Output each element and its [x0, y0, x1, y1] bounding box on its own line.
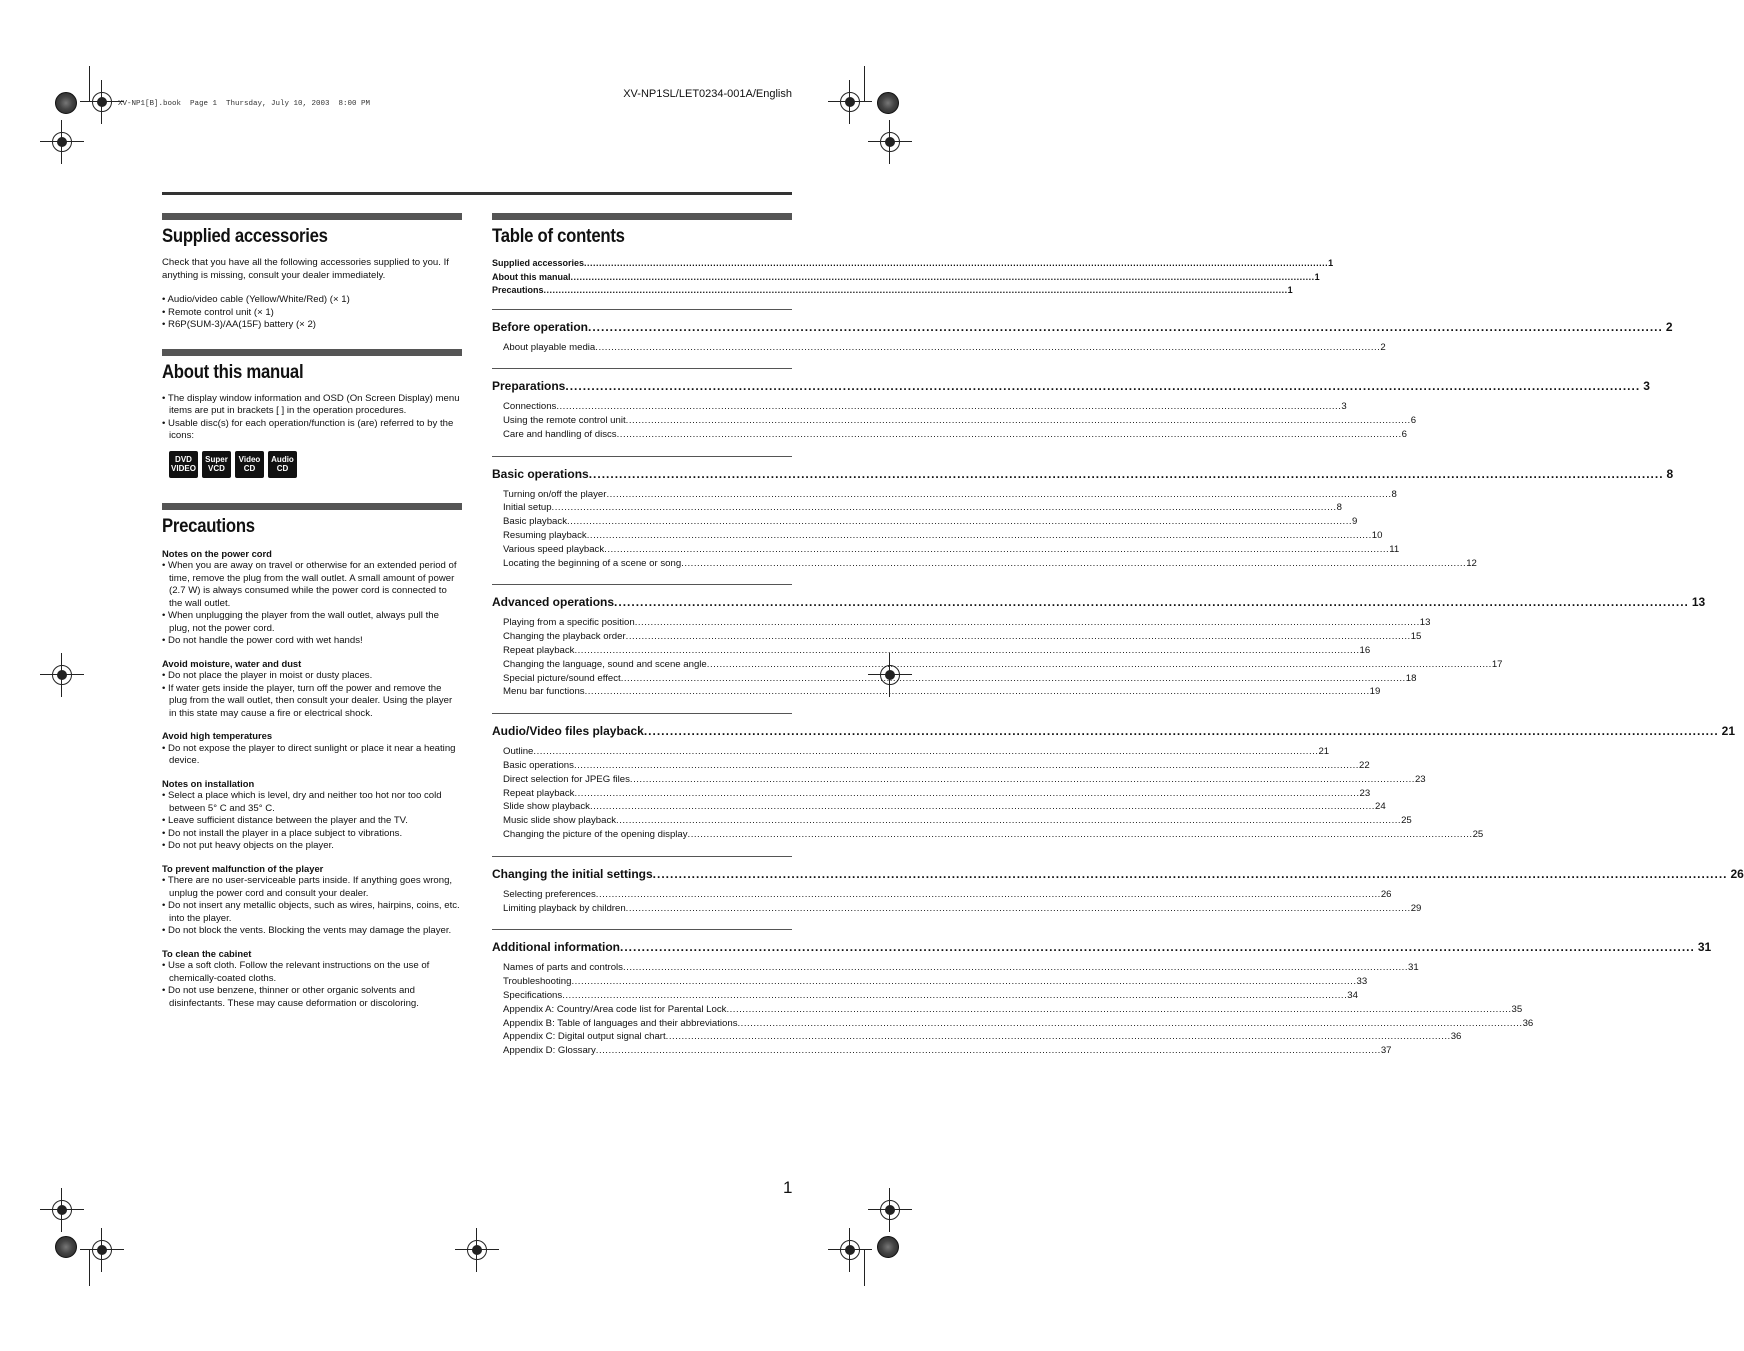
print-color-dot	[55, 1236, 77, 1258]
toc-entry[interactable]: Locating the beginning of a scene or song ..... 12	[492, 557, 792, 571]
registration-mark	[40, 120, 84, 164]
toc-entry[interactable]: Specifications ..... 34	[492, 989, 792, 1003]
table-of-contents	[492, 213, 1744, 1058]
toc-section-heading[interactable]: Before operation ..... 2	[492, 319, 792, 335]
list-item: • Remote control unit (× 1)	[162, 307, 462, 320]
toc-entry[interactable]: Appendix C: Digital output signal chart ..... 36	[492, 1030, 792, 1044]
toc-group-advanced-operations	[492, 584, 1706, 699]
toc-entry[interactable]: Supplied accessories ..... 1	[492, 257, 792, 271]
toc-entry[interactable]: Resuming playback ..... 10	[492, 529, 792, 543]
toc-entry[interactable]: Playing from a specific position ..... 13	[492, 616, 792, 630]
left-column	[162, 213, 462, 1010]
page-number: 1	[783, 1178, 793, 1197]
print-color-dot	[55, 92, 77, 114]
list-item: • When you are away on travel or otherwise for an extended period of time, remove the plug from the wall outlet. A small amount of power (2.7 W) is always consumed while the power cord is connected to the wall outlet.	[162, 560, 462, 610]
toc-entry[interactable]: Troubleshooting ..... 33	[492, 975, 792, 989]
registration-mark	[80, 1228, 124, 1272]
list-item: • R6P(SUM-3)/AA(15F) battery (× 2)	[162, 319, 462, 332]
toc-entry[interactable]: Changing the playback order ..... 15	[492, 630, 792, 644]
toc-group-basic-operations	[492, 456, 1674, 571]
book-info-line: XV-NP1[B].book Page 1 Thursday, July 10, 2003 8:00 PM	[118, 100, 371, 108]
print-color-dot	[877, 92, 899, 114]
video-cd-icon: Video CD	[235, 451, 264, 478]
trim-mark	[89, 1250, 90, 1286]
toc-entry[interactable]: Repeat playback ..... 16	[492, 644, 792, 658]
toc-entry[interactable]: Precautions ..... 1	[492, 284, 792, 298]
list-item: • Do not install the player in a place subject to vibrations.	[162, 828, 462, 841]
subheading: To clean the cabinet	[162, 947, 252, 959]
toc-entry[interactable]: Names of parts and controls ..... 31	[492, 961, 792, 975]
registration-mark	[868, 1188, 912, 1232]
toc-group-additional-information	[492, 929, 1712, 1058]
toc-top-entries	[492, 257, 1334, 298]
registration-mark	[828, 1228, 872, 1272]
toc-group-initial-settings	[492, 856, 1744, 916]
toc-entry[interactable]: Connections ..... 3	[492, 400, 792, 414]
toc-section-heading[interactable]: Changing the initial settings ..... 26	[492, 866, 792, 882]
trim-mark	[864, 1250, 865, 1286]
document-id: XV-NP1SL/LET0234-001A/English	[623, 88, 792, 100]
toc-entry[interactable]: Special picture/sound effect ..... 18	[492, 672, 792, 686]
registration-mark	[40, 653, 84, 697]
toc-section-heading[interactable]: Basic operations ..... 8	[492, 466, 792, 482]
toc-group-before-operation	[492, 309, 1673, 355]
section-title: Supplied accessories	[162, 226, 328, 247]
toc-entry[interactable]: Various speed playback ..... 11	[492, 543, 792, 557]
section-title: About this manual	[162, 361, 304, 383]
toc-entry[interactable]: Using the remote control unit ..... 6	[492, 414, 792, 428]
toc-entry[interactable]: Changing the language, sound and scene angle ..... 17	[492, 658, 792, 672]
trim-mark	[864, 66, 865, 102]
section-bar	[162, 213, 462, 220]
toc-entry[interactable]: Selecting preferences ..... 26	[492, 888, 792, 902]
toc-entry[interactable]: Turning on/off the player ..... 8	[492, 488, 792, 502]
toc-entry[interactable]: About playable media ..... 2	[492, 341, 792, 355]
toc-entry[interactable]: Music slide show playback ..... 25	[492, 814, 792, 828]
list-item: • There are no user-serviceable parts inside. If anything goes wrong, unplug the power cord and consult your dealer.	[162, 875, 462, 900]
toc-entry[interactable]: Basic playback ..... 9	[492, 515, 792, 529]
list-item: • Do not handle the power cord with wet hands!	[162, 635, 462, 648]
subheading: To prevent malfunction of the player	[162, 862, 324, 874]
list-item: • The display window information and OSD (On Screen Display) menu items are put in brackets [ ] in the operation procedures.	[162, 393, 462, 418]
trim-mark	[89, 66, 90, 102]
list-item: • Do not put heavy objects on the player.	[162, 840, 462, 853]
toc-entry[interactable]: Limiting playback by children ..... 29	[492, 902, 792, 916]
toc-title: Table of contents	[492, 226, 625, 247]
supplied-intro: Check that you have all the following accessories supplied to you. If anything is missing, consult your dealer immediately.	[162, 257, 449, 281]
list-item: • Usable disc(s) for each operation/function is (are) referred to by the icons:	[162, 418, 462, 443]
list-item: • Use a soft cloth. Follow the relevant instructions on the use of chemically-coated cloths.	[162, 960, 462, 985]
toc-entry[interactable]: Appendix B: Table of languages and their abbreviations ..... 36	[492, 1017, 792, 1031]
disc-icons	[169, 451, 462, 478]
super-vcd-icon: Super VCD	[202, 451, 231, 478]
list-item: • Do not insert any metallic objects, such as wires, hairpins, coins, etc. into the player.	[162, 900, 462, 925]
registration-mark	[828, 80, 872, 124]
dvd-video-icon: DVD VIDEO	[169, 451, 198, 478]
toc-entry[interactable]: Initial setup ..... 8	[492, 501, 792, 515]
section-bar	[492, 213, 792, 220]
toc-entry[interactable]: About this manual ..... 1	[492, 271, 792, 285]
toc-entry[interactable]: Care and handling of discs ..... 6	[492, 428, 792, 442]
toc-section-heading[interactable]: Audio/Video files playback ..... 21	[492, 723, 792, 739]
subheading: Avoid high temperatures	[162, 730, 273, 741]
toc-entry[interactable]: Appendix D: Glossary ..... 37	[492, 1044, 792, 1058]
list-item: • Do not block the vents. Blocking the vents may damage the player.	[162, 925, 462, 938]
toc-entry[interactable]: Menu bar functions ..... 19	[492, 685, 792, 699]
toc-section-heading[interactable]: Preparations ..... 3	[492, 378, 792, 394]
toc-entry[interactable]: Appendix A: Country/Area code list for Parental Lock ..... 35	[492, 1003, 792, 1017]
toc-entry[interactable]: Outline ..... 21	[492, 745, 792, 759]
print-color-dot	[877, 1236, 899, 1258]
toc-group-audio-video-files	[492, 713, 1736, 842]
registration-mark	[868, 120, 912, 164]
list-item: • If water gets inside the player, turn off the power and remove the plug from the wall outlet, then consult your dealer. Using the player in this state may cause a fire or electrical shock.	[162, 683, 462, 721]
toc-entry[interactable]: Direct selection for JPEG files ..... 23	[492, 773, 792, 787]
precautions-section	[162, 503, 462, 1011]
registration-mark	[40, 1188, 84, 1232]
toc-section-heading[interactable]: Advanced operations ..... 13	[492, 594, 792, 610]
list-item: • Do not use benzene, thinner or other organic solvents and disinfectants. These may cause deformation or discoloring.	[162, 985, 462, 1010]
list-item: • Do not expose the player to direct sunlight or place it near a heating device.	[162, 743, 462, 768]
registration-mark	[455, 1228, 499, 1272]
toc-entry[interactable]: Repeat playback ..... 23	[492, 787, 792, 801]
toc-entry[interactable]: Slide show playback ..... 24	[492, 800, 792, 814]
toc-entry[interactable]: Basic operations ..... 22	[492, 759, 792, 773]
supplied-accessories-section	[162, 213, 462, 332]
subheading: Avoid moisture, water and dust	[162, 657, 302, 669]
list-item: • When unplugging the player from the wall outlet, always pull the plug, not the power cord.	[162, 610, 462, 635]
toc-section-heading[interactable]: Additional information ..... 31	[492, 939, 792, 955]
subheading: Notes on the power cord	[162, 547, 272, 559]
section-title: Precautions	[162, 515, 255, 537]
toc-entry[interactable]: Changing the picture of the opening display ..... 25	[492, 828, 792, 842]
list-item: • Audio/video cable (Yellow/White/Red) (× 1)	[162, 294, 462, 307]
subheading: Notes on installation	[162, 777, 255, 789]
section-bar	[162, 349, 462, 356]
top-rule	[162, 192, 792, 195]
list-item: • Select a place which is level, dry and neither too hot nor too cold between 5° C and 35° C.	[162, 790, 462, 815]
list-item: • Do not place the player in moist or dusty places.	[162, 670, 462, 683]
audio-cd-icon: Audio CD	[268, 451, 297, 478]
about-manual-section	[162, 349, 462, 478]
toc-group-preparations	[492, 368, 1650, 441]
list-item: • Leave sufficient distance between the player and the TV.	[162, 815, 462, 828]
section-bar	[162, 503, 462, 510]
